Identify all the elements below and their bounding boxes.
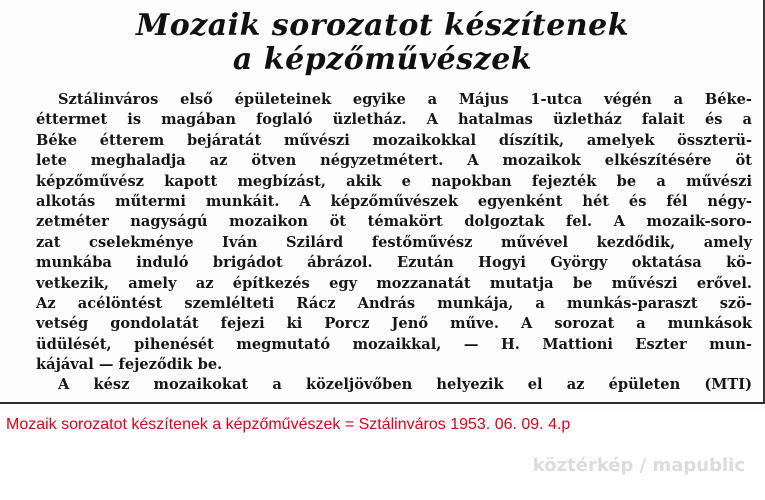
body-line: zat cselekménye Iván Szilárd festőművész művével kezdődik, amely [36, 233, 752, 251]
body-line: vetkezik, amely az építkezés egy mozzanatát mutatja be művészi erővel. [36, 274, 752, 292]
clipping-bottom-rule [0, 402, 765, 404]
body-line: lete meghaladja az ötven négyzetmétert. A mozaikok elkészítésére öt [36, 152, 752, 170]
body-line: Béke étterem bejáratát művészi mozaikokkal díszítik, amelyek összterü- [36, 131, 752, 149]
headline-line-2: a képzőművészek [232, 42, 533, 77]
body-line: A kész mozaikokat a közeljövőben helyezik el az épületen (MTI) [58, 376, 752, 394]
body-line: zetméter nagyságú mozaikon öt témakört dolgoztak fel. A mozaik-soro- [36, 213, 752, 231]
body-line: üdülését, pihenését megmutató mozaikkal, — H. Mattioni Eszter mun- [36, 335, 752, 353]
body-line: vetség gondolatát fejezi ki Porcz Jenő műve. A sorozat a munkások [36, 315, 752, 333]
body-line: éttermet is magában foglaló üzletház. A hatalmas üzletház falait és a [36, 111, 752, 129]
body-line: kájával — fejeződik be. [36, 356, 223, 374]
body-line: munkába induló brigádot ábrázol. Ezután Hogyi György oktatása kö- [36, 254, 752, 272]
source-caption: Mozaik sorozatot készítenek a képzőművészek = Sztálinváros 1953. 06. 09. 4.p [6, 416, 571, 433]
headline-line-1: Mozaik sorozatot készítenek [135, 8, 629, 43]
body-line: Sztálinváros első épületeinek egyike a Május 1-utca végén a Béke- [58, 91, 752, 108]
watermark: köztérkép / mapublic [532, 455, 745, 476]
article-body [36, 90, 752, 396]
body-line: alkotás műtermi munkáit. A képzőművészek egyenként hét és fél négy- [36, 192, 752, 210]
body-line: képzőművész kapott megbízást, akik e napokban fejezték be a művészi [36, 172, 752, 190]
body-line: Az acélöntést szemlélteti Rácz András munkája, a munkás-paraszt szö- [36, 294, 752, 312]
